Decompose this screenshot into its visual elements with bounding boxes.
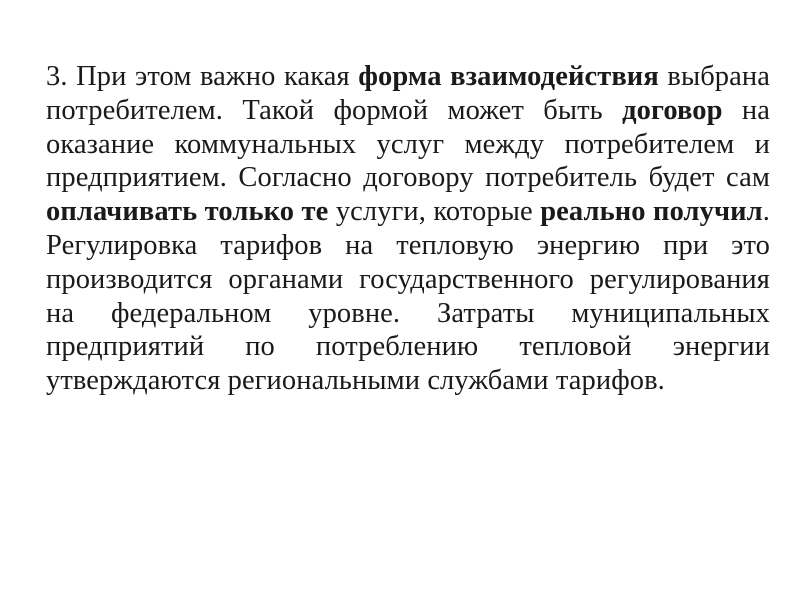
text-segment: . Регулировка тарифов на тепловую энергию при это производится органами государственного регулирования на федеральном уровне. Затраты муниципальных предприятий по потреблению тепловой энергии утверждаются региональными службами тарифов. <box>46 196 770 397</box>
text-segment: выбрана потребителем. Такой формой может быть <box>46 61 770 126</box>
bold-phrase-actually-received: реально получил <box>540 196 763 228</box>
text-segment: услуги, которые <box>328 196 541 228</box>
bold-phrase-pay-only: оплачивать только те <box>46 196 329 228</box>
bold-phrase-interaction-form: форма взаимодействия <box>358 61 659 92</box>
bold-phrase-contract: договор <box>622 94 723 126</box>
text-segment: 3. При этом важно какая <box>46 61 359 92</box>
text-segment: на оказание коммунальных услуг между потребителем и предприятием. Согласно договору потребитель будет сам <box>46 94 771 194</box>
paragraph-text <box>46 60 770 398</box>
